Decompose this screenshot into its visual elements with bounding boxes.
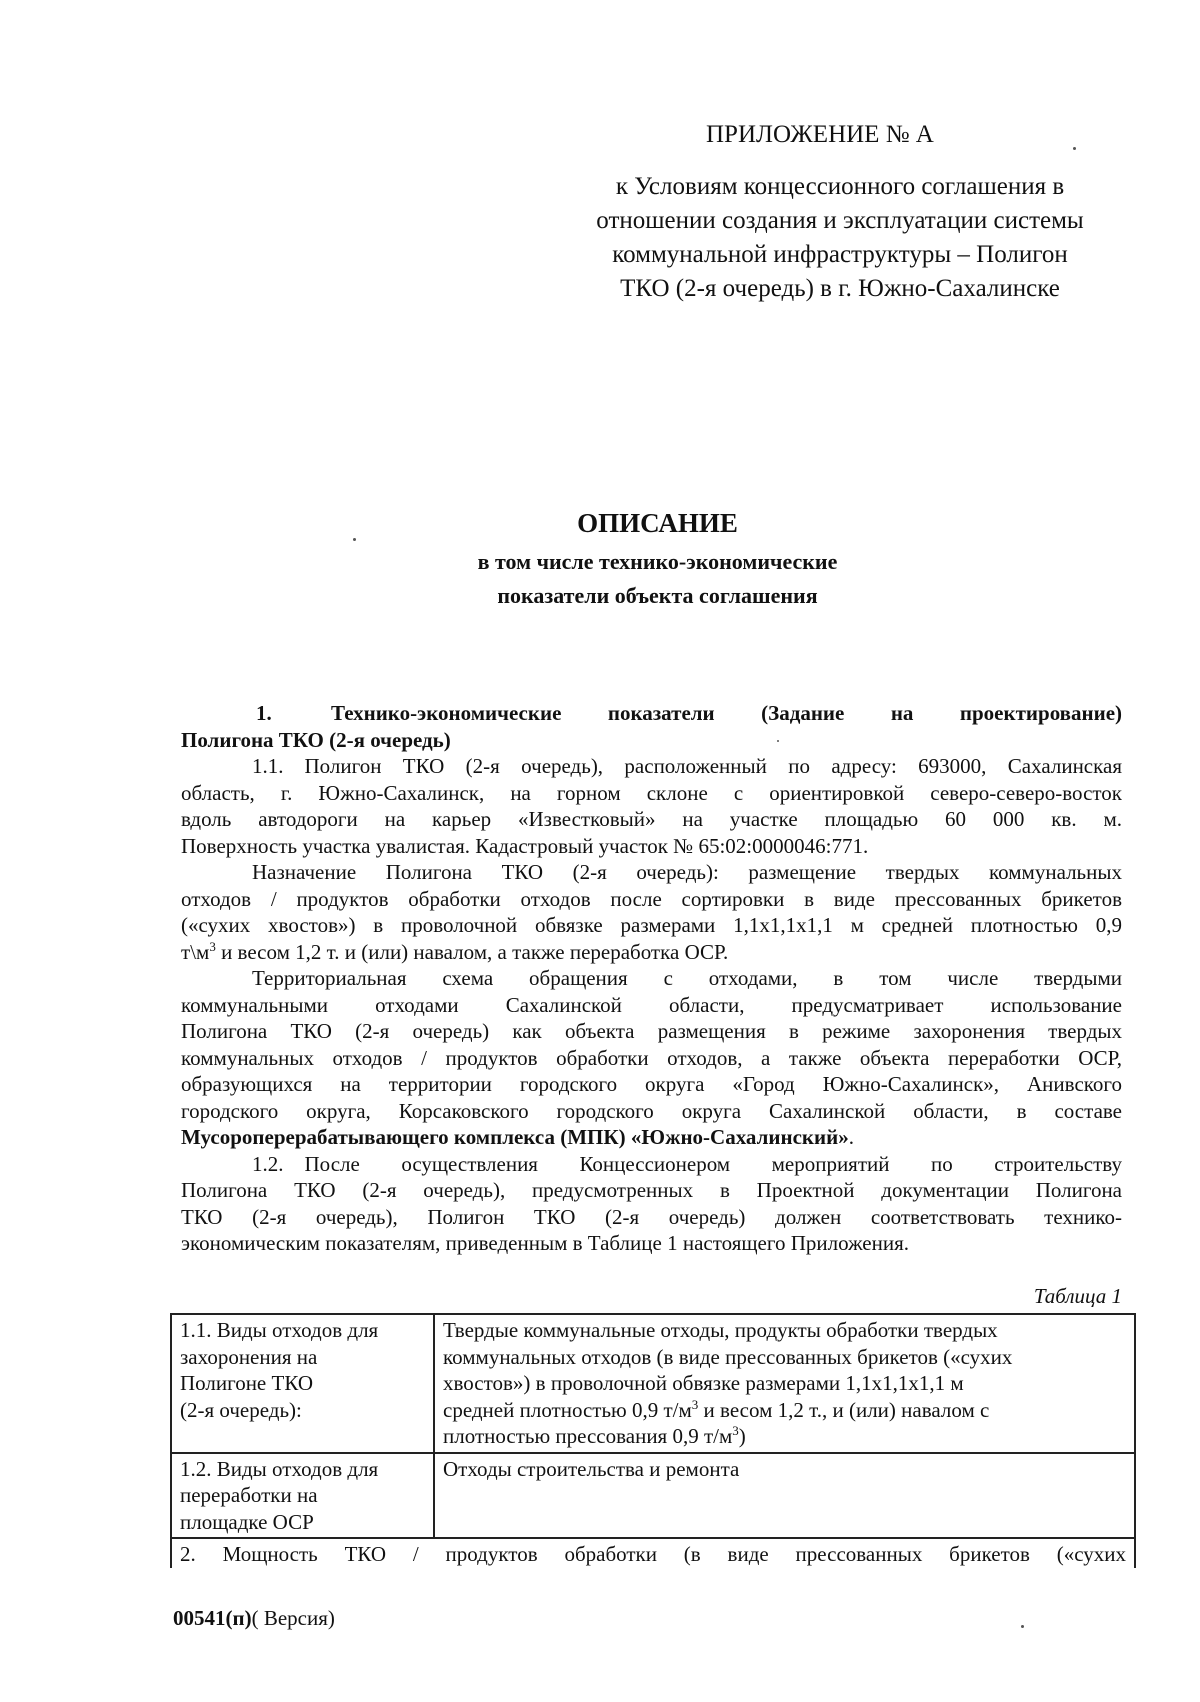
- section-heading-line: Полигона ТКО (2-я очередь): [181, 727, 451, 752]
- row-word: прессованных: [795, 1542, 923, 1566]
- complex-name: Мусороперерабатывающего комплекса (МПК) «Южно-Сахалинский»: [181, 1125, 849, 1149]
- cell-line: переработки на: [180, 1483, 318, 1507]
- cell-line: Полигоне ТКО: [180, 1371, 313, 1395]
- row-word: брикетов: [949, 1542, 1030, 1566]
- text-line: вдоль автодороги на карьер «Известковый» на участке площадью 60 000 кв. м.: [181, 807, 1122, 831]
- text-fragment: и весом 1,2 т. и (или) навалом, а также переработка ОСР.: [215, 939, 729, 964]
- document-subtitle: [0, 545, 1200, 613]
- superscript: 3: [732, 1423, 739, 1438]
- scan-speck: [1073, 147, 1076, 150]
- text-line: 1.2. После осуществления Концессионером мероприятий по строительству: [252, 1151, 1122, 1176]
- text-line: коммунальных отходов / продуктов обработки отходов, а также объекта переработки ОСР,: [181, 1045, 1122, 1070]
- heading-word: проектирование): [959, 701, 1123, 725]
- appendix-subtitle-line: ТКО (2-я очередь) в г. Южно-Сахалинске: [620, 275, 1060, 302]
- row-word: ТКО: [344, 1542, 387, 1566]
- text-line: коммунальными отходами Сахалинской области, предусматривает использование: [181, 992, 1122, 1017]
- cell-line: [443, 1397, 1126, 1424]
- text-line: [181, 1124, 1122, 1151]
- text-line: Назначение Полигона ТКО (2-я очередь): размещение твердых коммунальных: [252, 860, 1122, 884]
- table-row: [171, 1538, 1135, 1568]
- table-cell-label: [171, 1314, 434, 1453]
- cell-line: 1.2. Виды отходов для: [180, 1456, 379, 1481]
- text-line: городского округа, Корсаковского городского округа Сахалинской области, в составе: [181, 1098, 1122, 1123]
- text-line: («сухих хвостов») в проволочной обвязке размерами 1,1х1,1х1,1 м средней плотностью 0,9: [181, 913, 1122, 937]
- document-code-rest: ( Версия): [251, 1606, 335, 1630]
- scan-speck: [777, 740, 779, 742]
- heading-word: Технико-экономические: [331, 701, 562, 725]
- section-heading: [181, 700, 1122, 753]
- cell-line: хвостов») в проволочной обвязке размерами 1,1х1,1х1,1 м: [443, 1371, 964, 1395]
- appendix-subtitle: [540, 170, 1140, 306]
- heading-word: показатели: [607, 701, 715, 725]
- row-word: виде: [727, 1542, 769, 1566]
- scan-speck: [353, 538, 356, 541]
- text-fragment: ): [738, 1424, 746, 1448]
- document-code: [173, 1606, 335, 1631]
- row-word: («сухих: [1056, 1542, 1127, 1566]
- table-row: [171, 1314, 1135, 1453]
- text-line: Территориальная схема обращения с отходами, в том числе твердыми: [252, 966, 1122, 990]
- table-cell-label: [171, 1453, 434, 1539]
- appendix-subtitle-line: отношении создания и эксплуатации системы: [596, 207, 1084, 234]
- row-word: 2.: [180, 1542, 196, 1566]
- appendix-subtitle-line: к Условиям концессионного соглашения в: [615, 173, 1065, 200]
- cell-line: (2-я очередь):: [180, 1397, 302, 1422]
- document-title: ОПИСАНИЕ: [577, 508, 738, 538]
- text-line: область, г. Южно-Сахалинск, на горном склоне с ориентировкой северо-северо-восток: [181, 780, 1122, 805]
- table-caption: Таблица 1: [1033, 1284, 1122, 1308]
- paragraph-scheme: [181, 965, 1122, 1151]
- scan-speck: [1021, 1625, 1024, 1628]
- section-number: 1.: [256, 701, 272, 725]
- cell-line: коммунальных отходов (в виде прессованных брикетов («сухих: [443, 1344, 1013, 1369]
- document-code-bold: 00541(п): [173, 1606, 252, 1630]
- indicators-table: [170, 1313, 1136, 1568]
- text-line: Полигона ТКО (2-я очередь), предусмотренных в Проектной документации Полигона: [181, 1178, 1122, 1202]
- document-body: [181, 700, 1122, 1257]
- cell-line: [443, 1423, 1126, 1450]
- table-row: [171, 1453, 1135, 1539]
- cell-line: захоронения на: [180, 1344, 318, 1369]
- paragraph-1-1: [181, 753, 1122, 859]
- heading-word: на: [890, 701, 914, 725]
- text-fragment: средней плотностью 0,9 т/м: [443, 1397, 692, 1422]
- text-fragment: .: [848, 1125, 854, 1149]
- text-line: Полигона ТКО (2-я очередь) как объекта размещения в режиме захоронения твердых: [181, 1019, 1122, 1043]
- row-word: Мощность: [222, 1542, 318, 1566]
- paragraph-purpose: [181, 859, 1122, 965]
- text-fragment: плотностью прессования 0,9 т/м: [443, 1424, 733, 1448]
- superscript: 3: [691, 1396, 699, 1412]
- cell-line: площадке ОСР: [180, 1509, 314, 1534]
- text-line: [181, 939, 1122, 966]
- row-word: (в: [683, 1542, 701, 1566]
- appendix-title: ПРИЛОЖЕНИЕ № А: [706, 121, 934, 148]
- text-line: отходов / продуктов обработки отходов после сортировки в виде прессованных брикетов: [181, 886, 1122, 911]
- table-cell-full: [171, 1538, 1135, 1568]
- superscript: 3: [209, 938, 216, 954]
- document-subtitle-line: в том числе технико-экономические: [477, 549, 838, 574]
- unit-text: т\м: [181, 939, 210, 964]
- text-line: Поверхность участка увалистая. Кадастровый участок № 65:02:0000046:771.: [181, 833, 869, 858]
- paragraph-1-2: [181, 1151, 1122, 1257]
- row-word: обработки: [564, 1542, 657, 1566]
- text-line: 1.1. Полигон ТКО (2-я очередь), расположенный по адресу: 693000, Сахалинская: [252, 754, 1122, 778]
- heading-word: (Задание: [761, 701, 845, 725]
- document-subtitle-line: показатели объекта соглашения: [497, 583, 818, 608]
- cell-line: Твердые коммунальные отходы, продукты обработки твердых: [443, 1318, 998, 1342]
- row-word: продуктов: [445, 1542, 538, 1566]
- text-line: ТКО (2-я очередь), Полигон ТКО (2-я очередь) должен соответствовать технико-: [181, 1204, 1122, 1229]
- text-line: образующихся на территории городского округа «Город Южно-Сахалинск», Анивского: [181, 1072, 1122, 1096]
- appendix-subtitle-line: коммунальной инфраструктуры – Полигон: [612, 241, 1068, 268]
- table-cell-value: [434, 1314, 1135, 1453]
- table-cell-value: Отходы строительства и ремонта: [434, 1453, 1135, 1539]
- text-fragment: и весом 1,2 т., и (или) навалом с: [698, 1397, 990, 1422]
- text-line: экономическим показателям, приведенным в Таблице 1 настоящего Приложения.: [181, 1231, 910, 1255]
- row-word: /: [412, 1542, 419, 1566]
- cell-line: [180, 1541, 1126, 1568]
- section-heading-line: [181, 700, 1122, 727]
- cell-line: 1.1. Виды отходов для: [180, 1318, 379, 1342]
